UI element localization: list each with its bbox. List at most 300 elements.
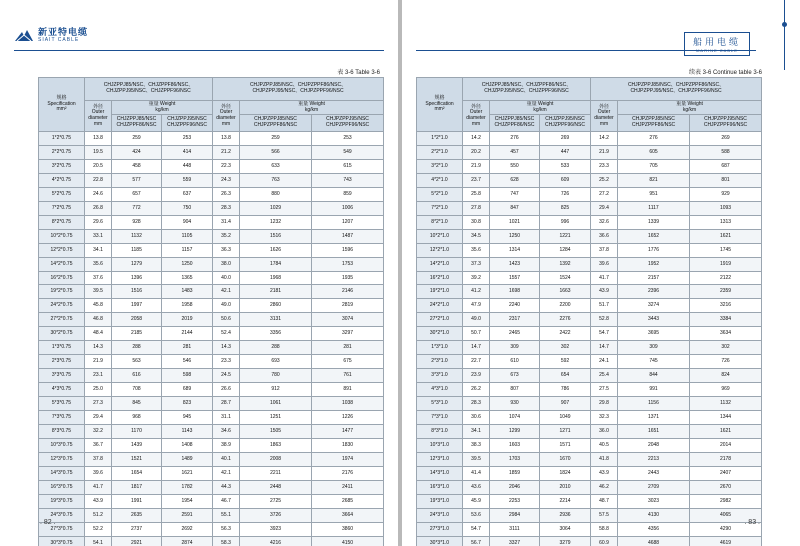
value-cell: 39.2 bbox=[463, 271, 490, 285]
spec-cell: 8*3*1.0 bbox=[417, 425, 463, 439]
value-cell: 1557 bbox=[490, 271, 540, 285]
table-row bbox=[39, 215, 384, 229]
table-row bbox=[417, 201, 762, 215]
spec-cell: 3*3*1.0 bbox=[417, 369, 463, 383]
value-cell: 2122 bbox=[690, 271, 762, 285]
spec-cell: 3*2*1.0 bbox=[417, 159, 463, 173]
value-cell: 807 bbox=[490, 383, 540, 397]
value-cell: 945 bbox=[162, 411, 213, 425]
value-cell: 47.9 bbox=[463, 299, 490, 313]
value-cell: 34.6 bbox=[213, 425, 240, 439]
value-cell: 39.6 bbox=[85, 466, 112, 480]
value-cell: 38.0 bbox=[213, 257, 240, 271]
value-cell: 3111 bbox=[490, 522, 540, 536]
value-cell: 1817 bbox=[112, 480, 162, 494]
value-cell: 302 bbox=[690, 341, 762, 355]
value-cell: 49.0 bbox=[463, 313, 490, 327]
value-cell: 52.4 bbox=[213, 327, 240, 341]
value-cell: 845 bbox=[112, 397, 162, 411]
od-header: 外径 Outer diameter mm bbox=[85, 101, 112, 132]
value-cell: 1652 bbox=[618, 229, 690, 243]
page-number: . 82 . bbox=[40, 519, 56, 526]
decorative-line bbox=[784, 0, 785, 70]
spec-cell: 7*2*1.0 bbox=[417, 201, 463, 215]
value-cell: 609 bbox=[540, 173, 591, 187]
value-cell: 24.1 bbox=[591, 355, 618, 369]
value-cell: 40.5 bbox=[591, 438, 618, 452]
group1-header: CHJZPPJ85/NSC、CHJZPPF86/NSC、 CHJZPPJ95/NSC、CHJZPPF96/NSC bbox=[463, 78, 591, 101]
value-cell: 859 bbox=[312, 187, 384, 201]
catalog-title-cn: 船用电缆 bbox=[692, 37, 741, 47]
value-cell: 27.3 bbox=[85, 397, 112, 411]
value-cell: 930 bbox=[490, 397, 540, 411]
value-cell: 276 bbox=[490, 132, 540, 146]
value-cell: 1477 bbox=[312, 425, 384, 439]
decorative-dot bbox=[782, 22, 787, 27]
spec-cell: 27*3*0.75 bbox=[39, 522, 85, 536]
value-cell: 3664 bbox=[312, 508, 384, 522]
value-cell: 747 bbox=[490, 187, 540, 201]
value-cell: 58.3 bbox=[213, 536, 240, 546]
value-cell: 46.7 bbox=[213, 494, 240, 508]
value-cell: 253 bbox=[312, 132, 384, 146]
value-cell: 33.1 bbox=[85, 229, 112, 243]
value-cell: 45.9 bbox=[463, 494, 490, 508]
value-cell: 23.3 bbox=[591, 159, 618, 173]
value-cell: 2211 bbox=[240, 466, 312, 480]
table-row bbox=[39, 466, 384, 480]
table-row bbox=[39, 229, 384, 243]
value-cell: 22.3 bbox=[213, 159, 240, 173]
value-cell: 309 bbox=[618, 341, 690, 355]
value-cell: 46.2 bbox=[591, 480, 618, 494]
value-cell: 1698 bbox=[490, 285, 540, 299]
spec-cell: 14*3*0.75 bbox=[39, 466, 85, 480]
value-cell: 41.2 bbox=[463, 285, 490, 299]
value-cell: 1670 bbox=[540, 452, 591, 466]
value-cell: 1439 bbox=[112, 438, 162, 452]
value-cell: 23.3 bbox=[213, 355, 240, 369]
value-cell: 1863 bbox=[240, 438, 312, 452]
table-row bbox=[39, 243, 384, 257]
value-cell: 1974 bbox=[312, 452, 384, 466]
value-cell: 1991 bbox=[112, 494, 162, 508]
spec-cell: 19*3*1.0 bbox=[417, 494, 463, 508]
value-cell: 951 bbox=[618, 187, 690, 201]
table-row bbox=[417, 313, 762, 327]
table-row bbox=[417, 159, 762, 173]
logo-en-text: SIAIT CABLE bbox=[38, 37, 80, 43]
value-cell: 35.6 bbox=[85, 257, 112, 271]
value-cell: 35.2 bbox=[213, 229, 240, 243]
value-cell: 3327 bbox=[490, 536, 540, 546]
value-cell: 32.2 bbox=[85, 425, 112, 439]
value-cell: 533 bbox=[540, 159, 591, 173]
value-cell: 3064 bbox=[540, 522, 591, 536]
value-cell: 1284 bbox=[540, 243, 591, 257]
value-cell: 801 bbox=[690, 173, 762, 187]
spec-cell: 12*2*0.75 bbox=[39, 243, 85, 257]
value-cell: 1279 bbox=[112, 257, 162, 271]
value-cell: 19.5 bbox=[85, 145, 112, 159]
value-cell: 43.9 bbox=[85, 494, 112, 508]
value-cell: 2874 bbox=[162, 536, 213, 546]
value-cell: 566 bbox=[240, 145, 312, 159]
spec-cell: 12*2*1.0 bbox=[417, 243, 463, 257]
value-cell: 1143 bbox=[162, 425, 213, 439]
value-cell: 43.9 bbox=[591, 285, 618, 299]
value-cell: 588 bbox=[690, 145, 762, 159]
value-cell: 1968 bbox=[240, 271, 312, 285]
value-cell: 546 bbox=[162, 355, 213, 369]
value-cell: 22.8 bbox=[85, 173, 112, 187]
value-cell: 780 bbox=[240, 369, 312, 383]
spec-cell: 27*3*1.0 bbox=[417, 522, 463, 536]
table-row bbox=[39, 536, 384, 546]
table-row bbox=[417, 173, 762, 187]
value-cell: 2396 bbox=[618, 285, 690, 299]
value-cell: 1408 bbox=[162, 438, 213, 452]
table-row bbox=[417, 480, 762, 494]
spec-cell: 14*2*0.75 bbox=[39, 257, 85, 271]
spec-cell: 10*2*0.75 bbox=[39, 229, 85, 243]
left-page bbox=[0, 0, 398, 546]
value-cell: 414 bbox=[162, 145, 213, 159]
value-cell: 1505 bbox=[240, 425, 312, 439]
table-row bbox=[417, 522, 762, 536]
spec-cell: 10*3*1.0 bbox=[417, 438, 463, 452]
spec-cell: 8*3*0.75 bbox=[39, 425, 85, 439]
value-cell: 605 bbox=[618, 145, 690, 159]
value-cell: 1344 bbox=[690, 411, 762, 425]
value-cell: 269 bbox=[540, 132, 591, 146]
value-cell: 288 bbox=[240, 341, 312, 355]
value-cell: 969 bbox=[690, 383, 762, 397]
weight-subheader: CHJZPPJ95/NSC CHJZPPF96/NSC bbox=[162, 115, 213, 132]
value-cell: 36.3 bbox=[213, 243, 240, 257]
value-cell: 2819 bbox=[312, 299, 384, 313]
table-row bbox=[417, 508, 762, 522]
value-cell: 4688 bbox=[618, 536, 690, 546]
table-row bbox=[417, 132, 762, 146]
value-cell: 21.9 bbox=[85, 355, 112, 369]
value-cell: 25.0 bbox=[85, 383, 112, 397]
value-cell: 3923 bbox=[240, 522, 312, 536]
od-header: 外径 Outer diameter mm bbox=[591, 101, 618, 132]
group1-header: CHJZPPJ85/NSC、CHJZPPF86/NSC、 CHJZPPJ95/NSC、CHJZPPF96/NSC bbox=[85, 78, 213, 101]
value-cell: 42.1 bbox=[213, 285, 240, 299]
value-cell: 46.8 bbox=[85, 313, 112, 327]
value-cell: 14.2 bbox=[591, 132, 618, 146]
value-cell: 3074 bbox=[312, 313, 384, 327]
header-rule bbox=[14, 50, 384, 51]
value-cell: 253 bbox=[162, 132, 213, 146]
value-cell: 1784 bbox=[240, 257, 312, 271]
table-caption: 续表 3-6 Continue table 3-6 bbox=[688, 70, 762, 76]
value-cell: 4619 bbox=[690, 536, 762, 546]
od-header: 外径 Outer diameter mm bbox=[463, 101, 490, 132]
value-cell: 36.6 bbox=[591, 229, 618, 243]
value-cell: 14.3 bbox=[213, 341, 240, 355]
value-cell: 2860 bbox=[240, 299, 312, 313]
value-cell: 654 bbox=[540, 369, 591, 383]
value-cell: 616 bbox=[112, 369, 162, 383]
value-cell: 1654 bbox=[112, 466, 162, 480]
table-row bbox=[417, 243, 762, 257]
spec-cell: 14*3*1.0 bbox=[417, 466, 463, 480]
value-cell: 1621 bbox=[690, 425, 762, 439]
value-cell: 2317 bbox=[490, 313, 540, 327]
value-cell: 23.7 bbox=[463, 173, 490, 187]
value-cell: 30.6 bbox=[463, 411, 490, 425]
table-row bbox=[417, 145, 762, 159]
catalog-title-en: MARINE CABLE bbox=[696, 48, 738, 53]
value-cell: 750 bbox=[162, 201, 213, 215]
value-cell: 2008 bbox=[240, 452, 312, 466]
value-cell: 4290 bbox=[690, 522, 762, 536]
value-cell: 1365 bbox=[162, 271, 213, 285]
weight-header: 重量 Weight kg/km bbox=[618, 101, 762, 115]
value-cell: 57.5 bbox=[591, 508, 618, 522]
spec-cell: 24*2*1.0 bbox=[417, 299, 463, 313]
value-cell: 633 bbox=[240, 159, 312, 173]
value-cell: 55.1 bbox=[213, 508, 240, 522]
spec-cell: 24*2*0.75 bbox=[39, 299, 85, 313]
value-cell: 1859 bbox=[490, 466, 540, 480]
value-cell: 31.4 bbox=[213, 215, 240, 229]
value-cell: 592 bbox=[540, 355, 591, 369]
value-cell: 996 bbox=[540, 215, 591, 229]
value-cell: 3023 bbox=[618, 494, 690, 508]
value-cell: 1524 bbox=[540, 271, 591, 285]
value-cell: 1021 bbox=[490, 215, 540, 229]
value-cell: 708 bbox=[112, 383, 162, 397]
value-cell: 610 bbox=[490, 355, 540, 369]
table-row bbox=[417, 536, 762, 546]
value-cell: 907 bbox=[540, 397, 591, 411]
value-cell: 4065 bbox=[690, 508, 762, 522]
value-cell: 52.2 bbox=[85, 522, 112, 536]
value-cell: 1487 bbox=[312, 229, 384, 243]
value-cell: 3860 bbox=[312, 522, 384, 536]
value-cell: 628 bbox=[490, 173, 540, 187]
value-cell: 259 bbox=[112, 132, 162, 146]
table-row bbox=[417, 438, 762, 452]
value-cell: 4356 bbox=[618, 522, 690, 536]
value-cell: 14.2 bbox=[463, 132, 490, 146]
value-cell: 743 bbox=[312, 173, 384, 187]
value-cell: 2465 bbox=[490, 327, 540, 341]
weight-subheader: CHJPZPPJ85/NSC CHJPZPPF86/NSC bbox=[240, 115, 312, 132]
value-cell: 26.2 bbox=[463, 383, 490, 397]
value-cell: 36.0 bbox=[591, 425, 618, 439]
value-cell: 3216 bbox=[690, 299, 762, 313]
value-cell: 2157 bbox=[618, 271, 690, 285]
value-cell: 1935 bbox=[312, 271, 384, 285]
table-row bbox=[39, 173, 384, 187]
value-cell: 598 bbox=[162, 369, 213, 383]
weight-header: 重量 Weight kg/km bbox=[112, 101, 213, 115]
table-row bbox=[417, 341, 762, 355]
spec-cell: 2*3*1.0 bbox=[417, 355, 463, 369]
spec-cell: 30*3*0.75 bbox=[39, 536, 85, 546]
weight-subheader: CHJZPPJ85/NSC CHJZPPF86/NSC bbox=[490, 115, 540, 132]
spec-cell: 3*3*0.75 bbox=[39, 369, 85, 383]
spec-cell: 10*3*0.75 bbox=[39, 438, 85, 452]
table-row bbox=[39, 159, 384, 173]
table-row bbox=[39, 369, 384, 383]
value-cell: 1483 bbox=[162, 285, 213, 299]
value-cell: 2635 bbox=[112, 508, 162, 522]
value-cell: 458 bbox=[112, 159, 162, 173]
value-cell: 2213 bbox=[618, 452, 690, 466]
value-cell: 2144 bbox=[162, 327, 213, 341]
table-row bbox=[39, 341, 384, 355]
value-cell: 1221 bbox=[540, 229, 591, 243]
spec-cell: 4*2*1.0 bbox=[417, 173, 463, 187]
value-cell: 745 bbox=[618, 355, 690, 369]
spec-cell: 1*2*1.0 bbox=[417, 132, 463, 146]
value-cell: 50.7 bbox=[463, 327, 490, 341]
value-cell: 21.9 bbox=[591, 145, 618, 159]
value-cell: 2214 bbox=[540, 494, 591, 508]
value-cell: 3274 bbox=[618, 299, 690, 313]
value-cell: 32.6 bbox=[591, 215, 618, 229]
value-cell: 36.7 bbox=[85, 438, 112, 452]
value-cell: 34.5 bbox=[463, 229, 490, 243]
table-row bbox=[417, 397, 762, 411]
table-row bbox=[39, 285, 384, 299]
value-cell: 1621 bbox=[162, 466, 213, 480]
value-cell: 559 bbox=[162, 173, 213, 187]
spec-cell: 5*2*0.75 bbox=[39, 187, 85, 201]
value-cell: 825 bbox=[540, 201, 591, 215]
value-cell: 1185 bbox=[112, 243, 162, 257]
value-cell: 30.8 bbox=[463, 215, 490, 229]
value-cell: 1038 bbox=[312, 397, 384, 411]
value-cell: 1314 bbox=[490, 243, 540, 257]
right-page bbox=[402, 0, 800, 546]
value-cell: 43.6 bbox=[463, 480, 490, 494]
value-cell: 37.8 bbox=[85, 452, 112, 466]
table-row bbox=[39, 480, 384, 494]
table-row bbox=[417, 411, 762, 425]
value-cell: 2921 bbox=[112, 536, 162, 546]
weight-header: 重量 Weight kg/km bbox=[490, 101, 591, 115]
value-cell: 1029 bbox=[240, 201, 312, 215]
value-cell: 51.2 bbox=[85, 508, 112, 522]
spec-cell: 27*2*1.0 bbox=[417, 313, 463, 327]
table-row bbox=[39, 425, 384, 439]
table-row bbox=[417, 271, 762, 285]
value-cell: 1651 bbox=[618, 425, 690, 439]
value-cell: 1271 bbox=[540, 425, 591, 439]
value-cell: 40.0 bbox=[213, 271, 240, 285]
value-cell: 705 bbox=[618, 159, 690, 173]
table-row bbox=[417, 494, 762, 508]
value-cell: 637 bbox=[162, 187, 213, 201]
value-cell: 1776 bbox=[618, 243, 690, 257]
spec-cell: 2*3*0.75 bbox=[39, 355, 85, 369]
value-cell: 38.3 bbox=[463, 438, 490, 452]
value-cell: 1226 bbox=[312, 411, 384, 425]
value-cell: 51.7 bbox=[591, 299, 618, 313]
value-cell: 27.5 bbox=[591, 383, 618, 397]
value-cell: 657 bbox=[112, 187, 162, 201]
value-cell: 1250 bbox=[490, 229, 540, 243]
logo-mark-icon bbox=[14, 29, 34, 43]
value-cell: 2591 bbox=[162, 508, 213, 522]
value-cell: 22.7 bbox=[463, 355, 490, 369]
value-cell: 27.2 bbox=[591, 187, 618, 201]
table-row bbox=[417, 285, 762, 299]
table-row bbox=[39, 494, 384, 508]
spec-cell: 4*2*0.75 bbox=[39, 173, 85, 187]
value-cell: 309 bbox=[490, 341, 540, 355]
value-cell: 31.1 bbox=[213, 411, 240, 425]
value-cell: 891 bbox=[312, 383, 384, 397]
value-cell: 2725 bbox=[240, 494, 312, 508]
spec-cell: 10*2*1.0 bbox=[417, 229, 463, 243]
value-cell: 675 bbox=[312, 355, 384, 369]
value-cell: 44.3 bbox=[213, 480, 240, 494]
value-cell: 457 bbox=[490, 145, 540, 159]
value-cell: 2276 bbox=[540, 313, 591, 327]
value-cell: 1105 bbox=[162, 229, 213, 243]
value-cell: 281 bbox=[162, 341, 213, 355]
value-cell: 269 bbox=[690, 132, 762, 146]
table-row bbox=[417, 327, 762, 341]
value-cell: 1049 bbox=[540, 411, 591, 425]
value-cell: 1621 bbox=[690, 229, 762, 243]
value-cell: 3695 bbox=[618, 327, 690, 341]
value-cell: 1006 bbox=[312, 201, 384, 215]
spec-cell: 5*2*1.0 bbox=[417, 187, 463, 201]
value-cell: 563 bbox=[112, 355, 162, 369]
value-cell: 968 bbox=[112, 411, 162, 425]
value-cell: 1170 bbox=[112, 425, 162, 439]
value-cell: 48.4 bbox=[85, 327, 112, 341]
value-cell: 823 bbox=[162, 397, 213, 411]
value-cell: 40.1 bbox=[213, 452, 240, 466]
table-row bbox=[39, 201, 384, 215]
value-cell: 1339 bbox=[618, 215, 690, 229]
table-row bbox=[39, 132, 384, 146]
value-cell: 1830 bbox=[312, 438, 384, 452]
group2-header: CHJPZPPJ85/NSC、CHJPZPPF86/NSC、 CHJPZPPJ95/NSC、CHJPZPPF96/NSC bbox=[591, 78, 762, 101]
value-cell: 56.7 bbox=[463, 536, 490, 546]
value-cell: 20.5 bbox=[85, 159, 112, 173]
value-cell: 53.6 bbox=[463, 508, 490, 522]
spec-cell: 4*3*0.75 bbox=[39, 383, 85, 397]
value-cell: 3726 bbox=[240, 508, 312, 522]
weight-subheader: CHJPZPPJ95/NSC CHJPZPPF96/NSC bbox=[312, 115, 384, 132]
value-cell: 1117 bbox=[618, 201, 690, 215]
spec-cell: 1*3*1.0 bbox=[417, 341, 463, 355]
value-cell: 447 bbox=[540, 145, 591, 159]
value-cell: 824 bbox=[690, 369, 762, 383]
table-row bbox=[417, 466, 762, 480]
value-cell: 54.7 bbox=[591, 327, 618, 341]
value-cell: 52.8 bbox=[591, 313, 618, 327]
value-cell: 41.7 bbox=[591, 271, 618, 285]
value-cell: 1313 bbox=[690, 215, 762, 229]
value-cell: 549 bbox=[312, 145, 384, 159]
value-cell: 34.1 bbox=[85, 243, 112, 257]
spec-cell: 19*2*0.75 bbox=[39, 285, 85, 299]
value-cell: 3356 bbox=[240, 327, 312, 341]
value-cell: 41.8 bbox=[591, 452, 618, 466]
